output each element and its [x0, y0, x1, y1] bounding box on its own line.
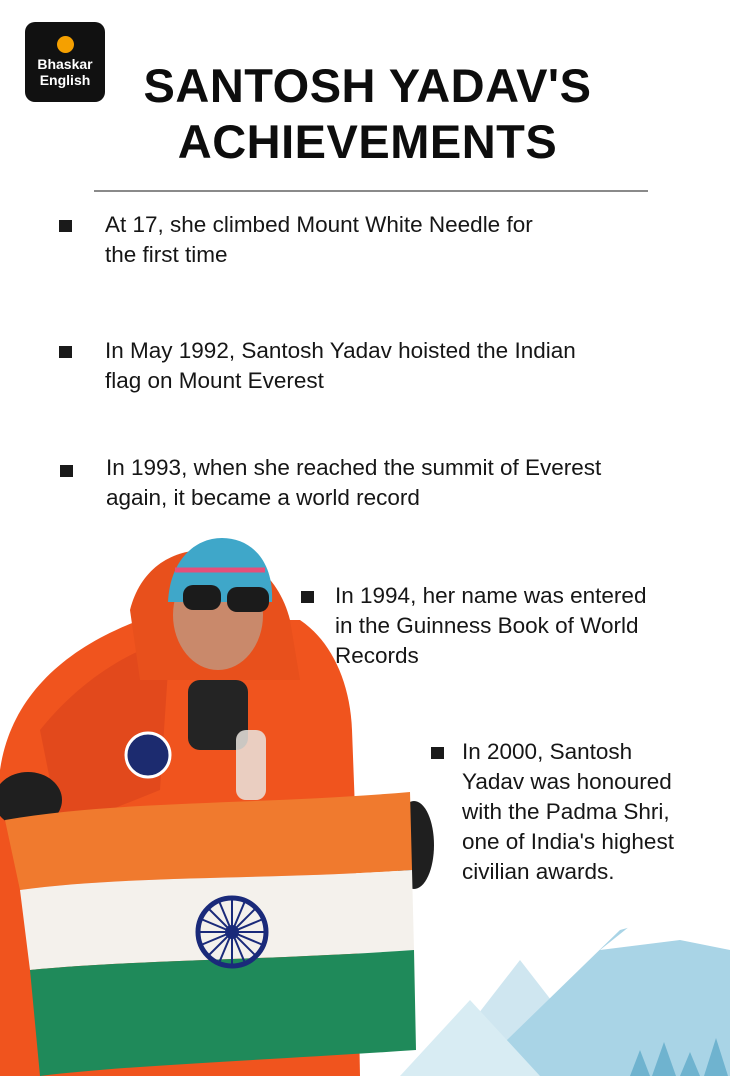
- achievement-2-line-2: flag on Mount Everest: [105, 368, 324, 393]
- achievement-1-line-1: At 17, she climbed Mount White Needle for: [105, 212, 533, 237]
- logo-line-1: Bhaskar: [37, 56, 93, 72]
- achievement-3-line-1: In 1993, when she reached the summit of Everest: [106, 455, 602, 480]
- sunglasses-left: [183, 585, 221, 610]
- achievement-4-line-2: in the Guinness Book of World: [335, 613, 639, 638]
- water-bottle: [236, 730, 266, 800]
- achievement-item-2: [105, 336, 576, 396]
- bullet-square-icon: [60, 465, 73, 477]
- mountain-snow: [600, 890, 730, 950]
- sunglasses-right: [227, 587, 269, 612]
- achievement-5-line-5: civilian awards.: [462, 859, 615, 884]
- bullet-square-icon: [431, 747, 444, 759]
- page-title: [85, 58, 650, 170]
- achievement-5-line-4: one of India's highest: [462, 829, 674, 854]
- chakra-spokes: [198, 898, 266, 966]
- achievement-5-line-2: Yadav was honoured: [462, 769, 672, 794]
- logo-sun-icon: [57, 36, 74, 53]
- title-line-2: ACHIEVEMENTS: [177, 115, 558, 168]
- achievement-item-1: [105, 210, 533, 270]
- bullet-square-icon: [59, 346, 72, 358]
- logo-line-2: English: [39, 72, 91, 88]
- indian-flag: [5, 792, 416, 1076]
- bullet-square-icon: [59, 220, 72, 232]
- bullet-square-icon: [301, 591, 314, 603]
- achievement-5-line-1: In 2000, Santosh: [462, 739, 633, 764]
- title-divider: [94, 190, 648, 192]
- achievement-5-line-3: with the Padma Shri,: [462, 799, 670, 824]
- achievement-4-line-1: In 1994, her name was entered: [335, 583, 647, 608]
- achievement-2-line-1: In May 1992, Santosh Yadav hoisted the Indian: [105, 338, 576, 363]
- title-line-1: SANTOSH YADAV'S: [143, 59, 592, 112]
- achievement-1-line-2: the first time: [105, 242, 228, 267]
- achievement-item-5: [462, 737, 674, 887]
- jacket-patch: [126, 733, 170, 777]
- achievement-3-line-2: again, it became a world record: [106, 485, 420, 510]
- achievement-item-4: [335, 581, 646, 671]
- achievement-item-3: [106, 453, 601, 513]
- achievement-4-line-3: Records: [335, 643, 419, 668]
